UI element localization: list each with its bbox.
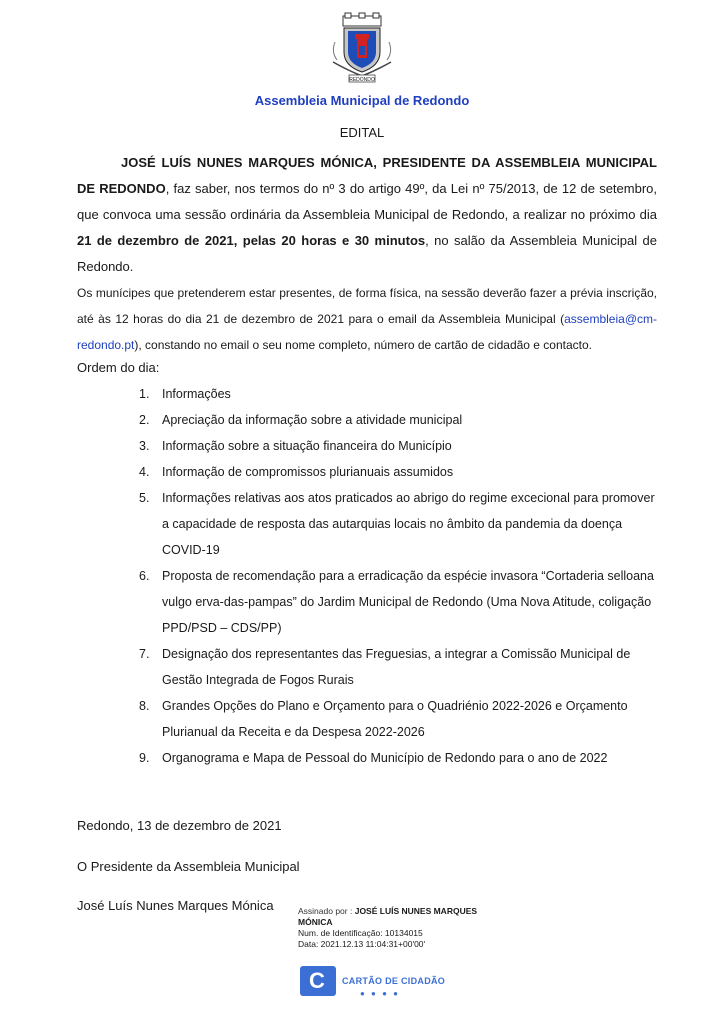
registration-text: Os munícipes que pretenderem estar presentes, de forma física, na sessão deverão fazer a prévia inscrição, até às 12 horas do dia 21 de dezembro de 2021 para o email da Assembleia Municipal ( [77,286,657,326]
document-date: Redondo, 13 de dezembro de 2021 [77,818,282,833]
agenda-item [77,745,657,771]
session-location: , no salão da Assembleia Municipal de Redondo. [77,233,657,274]
agenda-item [77,433,657,459]
agenda-list [77,381,657,771]
signed-by-label: Assinado por : [298,906,353,916]
document-title: EDITAL [339,125,385,140]
agenda-item [77,459,657,485]
agenda-number: 3. [139,439,150,453]
president-intro: JOSÉ LUÍS NUNES MARQUES MÓNICA, PRESIDENTE DA ASSEMBLEIA MUNICIPAL DE REDONDO [77,155,657,196]
agenda-text: Proposta de recomendação para a erradicação da espécie invasora “Cortaderia selloana vulgo erva-das-pampas” do Jardim Municipal de Redondo (Uma Nova Atitude, coligação PPD/PSD – CDS/PP) [162,569,654,635]
digital-signature-block [298,906,498,950]
citizen-card-badge [300,966,450,998]
president-name: José Luís Nunes Marques Mónica [77,898,274,913]
signer-name: JOSÉ LUÍS NUNES MARQUES MÓNICA [298,906,478,927]
citizen-card-icon: C [300,966,336,996]
agenda-text: Designação dos representantes das Freguesias, a integrar a Comissão Municipal de Gestão Integrada de Fogos Rurais [162,647,631,687]
paragraph-convocation [77,150,657,280]
agenda-item [77,407,657,433]
agenda-number: 4. [139,465,150,479]
convocation-text: , faz saber, nos termos do nº 3 do artigo 49º, da Lei nº 75/2013, de 12 de setembro, que convoca uma sessão ordinária da Assembleia Municipal de Redondo, a realizar no próximo dia [77,181,657,222]
document-body [77,150,657,358]
president-title: O Presidente da Assembleia Municipal [77,859,300,874]
citizen-card-dots: ● ● ● ● [360,989,400,998]
organization-name: Assembleia Municipal de Redondo [254,93,470,108]
paragraph-registration [77,280,657,358]
agenda-item [77,563,657,641]
agenda-number: 1. [139,387,150,401]
email-link[interactable]: assembleia@cm-redondo.pt [77,312,657,352]
citizen-card-label: CARTÃO DE CIDADÃO [342,976,446,986]
session-date: 21 de dezembro de 2021, pelas 20 horas e 30 minutos [77,233,426,248]
agenda-number: 8. [139,699,150,713]
agenda-text: Informação sobre a situação financeira do Município [162,439,452,453]
agenda-label: Ordem do dia: [77,360,160,375]
agenda-text: Apreciação da informação sobre a atividade municipal [162,413,463,427]
agenda-number: 7. [139,647,150,661]
agenda-item [77,381,657,407]
agenda-number: 9. [139,751,150,765]
agenda-item [77,485,657,563]
agenda-text: Informação de compromissos plurianuais assumidos [162,465,454,479]
signer-id: Num. de Identificação: 10134015 [298,928,423,938]
crest-motto: REDONDO [349,77,375,83]
agenda-item [77,693,657,745]
agenda-item [77,641,657,693]
signature-date: Data: 2021.12.13 11:04:31+00'00' [298,939,426,949]
agenda-text: Grandes Opções do Plano e Orçamento para o Quadriénio 2022-2026 e Orçamento Plurianual da Receita e da Despesa 2022-2026 [162,699,628,739]
municipal-crest [327,12,397,84]
agenda-number: 5. [139,491,150,505]
agenda-text: Informações relativas aos atos praticados ao abrigo do regime excecional para promover a capacidade de resposta das autarquias locais no âmbito da pandemia da doença COVID-19 [162,491,655,557]
agenda-number: 6. [139,569,150,583]
agenda-text: Informações [162,387,231,401]
agenda-number: 2. [139,413,150,427]
registration-text-end: ), constando no email o seu nome completo, número de cartão de cidadão e contacto. [134,338,593,352]
agenda-text: Organograma e Mapa de Pessoal do Município de Redondo para o ano de 2022 [162,751,608,765]
